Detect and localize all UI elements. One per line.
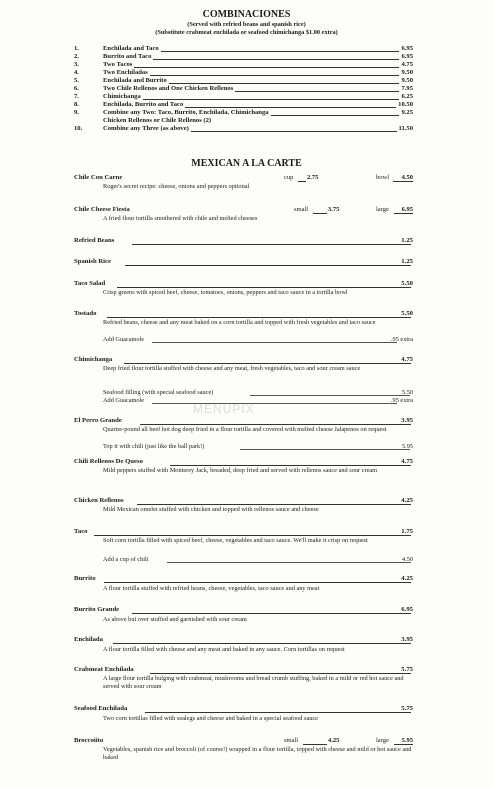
combo-number: 10. bbox=[74, 125, 83, 132]
dot-leader bbox=[250, 395, 410, 396]
combo-label: Enchilada, Burrito and Taco bbox=[103, 101, 184, 108]
dot-leader bbox=[143, 99, 399, 100]
dot-leader bbox=[191, 131, 397, 132]
dot-leader bbox=[303, 744, 327, 745]
item-price: 4.75 bbox=[401, 458, 413, 465]
watermark: MENUPIX bbox=[193, 402, 255, 416]
dot-leader bbox=[134, 67, 399, 68]
price-bowl: 4.50 bbox=[401, 174, 413, 181]
dot-leader bbox=[167, 562, 411, 563]
dot-leader bbox=[125, 265, 411, 266]
item-description: Mild peppers stuffed with Monterey Jack, breaded, deep fried and served with rellenos sauce and sour cream bbox=[103, 467, 378, 474]
dot-leader bbox=[271, 115, 399, 116]
dot-leader bbox=[153, 59, 399, 60]
item-price: 1.25 bbox=[401, 258, 413, 265]
item-name: Refried Beans bbox=[74, 237, 115, 244]
combo-number: 2. bbox=[74, 53, 79, 60]
combo-label: Combine any Three (as above) bbox=[103, 125, 189, 132]
combo-number: 5. bbox=[74, 77, 79, 84]
addon-seafood-filling: Seafood filling (with special seafood sauce) bbox=[103, 389, 214, 396]
price-small: 4.25 bbox=[328, 737, 340, 744]
combo-number: 8. bbox=[74, 101, 79, 108]
item-description: A large flour tortilla bulging with crabmeat, mushrooms and bread crumb stuffing, baked in a mild or red hot sauce and served with sour cream bbox=[103, 675, 404, 690]
addon-price: 4.50 bbox=[401, 556, 413, 563]
combo-label: Enchilada and Burrito bbox=[103, 77, 167, 84]
addon-guacamole: Add Guacamole bbox=[103, 397, 145, 404]
item-price: 5.75 bbox=[401, 666, 413, 673]
dot-leader bbox=[145, 712, 411, 713]
addon-price: .95 extra bbox=[390, 397, 413, 404]
dot-leader bbox=[298, 181, 306, 182]
size-large: large bbox=[376, 737, 389, 744]
item-description: Crisp greens with spiced beef, cheese, tomatoes, onions, peppers and taco sauce in a tortilla bowl bbox=[103, 289, 348, 296]
item-price: 4.25 bbox=[401, 497, 413, 504]
dot-leader bbox=[152, 342, 397, 343]
combo-price: 9.50 bbox=[401, 69, 413, 76]
combo-price: 6.25 bbox=[401, 93, 413, 100]
item-price: 6.95 bbox=[401, 606, 413, 613]
item-price: 5.50 bbox=[401, 280, 413, 287]
combo-number: 1. bbox=[74, 45, 79, 52]
item-description: Vegetables, spanish rice and broccoli (of course!) wrapped in a flour tortilla, topped with cheese and mild or hot sauce and baked bbox=[103, 746, 412, 761]
dot-leader bbox=[169, 83, 399, 84]
combo-number: 6. bbox=[74, 85, 79, 92]
item-price: 5.75 bbox=[401, 705, 413, 712]
item-name: Chile Con Carne bbox=[74, 174, 123, 181]
dot-leader bbox=[132, 613, 411, 614]
dot-leader bbox=[107, 317, 411, 318]
size-cup: cup bbox=[284, 174, 294, 181]
item-price: 1.25 bbox=[401, 237, 413, 244]
item-description: Refried beans, cheese and any meat baked on a corn tortilla and topped with fresh vegetables and taco sauce bbox=[103, 319, 376, 326]
combo-price: 9.25 bbox=[401, 109, 413, 116]
item-price: 3.95 bbox=[401, 636, 413, 643]
size-small: small bbox=[294, 206, 309, 213]
combo-price: 7.95 bbox=[401, 85, 413, 92]
item-description: Mild Mexican omelet stuffed with chicken and topped with rellenos sauce and cheese bbox=[103, 506, 319, 513]
combo-number: 7. bbox=[74, 93, 79, 100]
combo-price: 11.50 bbox=[398, 125, 413, 132]
item-name: Chili Rellenos De Queso bbox=[74, 458, 143, 465]
dot-leader bbox=[132, 244, 411, 245]
combinaciones-note-sides: (Served with refried beans and spanish rice) bbox=[187, 21, 306, 28]
combo-price: 6.95 bbox=[401, 45, 413, 52]
item-name: Seafood Enchilada bbox=[74, 705, 128, 712]
combo-extra: Chicken Rellenos or Chile Rellenos (2) bbox=[103, 117, 212, 124]
item-description: A flour tortilla filled with cheese and any meat and baked in any sauce. Corn tortillas on request bbox=[103, 646, 345, 653]
item-name: Chile Cheese Fiesta bbox=[74, 206, 130, 213]
combo-label: Two Chile Rellenos and One Chicken Rellenos bbox=[103, 85, 234, 92]
combo-label: Two Tacos bbox=[103, 61, 133, 68]
combo-price: 4.75 bbox=[401, 61, 413, 68]
combo-label: Burrito and Taco bbox=[103, 53, 152, 60]
addon-chili: Top it with chili (just like the ball park!) bbox=[103, 443, 205, 450]
addon-cup-of-chili: Add a cup of chili bbox=[103, 556, 149, 563]
size-large: large bbox=[376, 206, 389, 213]
combo-number: 9. bbox=[74, 109, 79, 116]
addon-price: 5.95 bbox=[401, 443, 413, 450]
dot-leader bbox=[240, 449, 410, 450]
combo-price: 9.50 bbox=[401, 77, 413, 84]
item-name: Broccoiito bbox=[74, 737, 104, 744]
dot-leader bbox=[124, 363, 411, 364]
dot-leader bbox=[113, 643, 411, 644]
size-bowl: bowl bbox=[376, 174, 389, 181]
item-name: Taco bbox=[74, 528, 88, 535]
combinaciones-note-substitute: (Substitute crabmeat enchilada or seafood chimichanga $1.00 extra) bbox=[155, 29, 338, 36]
dot-leader bbox=[150, 673, 411, 674]
dot-leader bbox=[140, 424, 411, 425]
item-description: As above but over stuffed and garnished with sour cream bbox=[103, 616, 247, 623]
item-name: Taco Salad bbox=[74, 280, 106, 287]
item-description: Two corn tortillas filled with sealegs and cheese and baked in a special seafood sauce bbox=[103, 715, 318, 722]
dot-leader bbox=[150, 75, 399, 76]
item-name: El Perro Grande bbox=[74, 417, 122, 424]
item-description: Soft corn tortilla filled with spiced beef, cheese, vegetables and taco sauce. We'll make it crisp on request bbox=[103, 537, 368, 544]
item-price: 5.50 bbox=[401, 310, 413, 317]
dot-leader bbox=[117, 287, 411, 288]
item-price: 4.75 bbox=[401, 356, 413, 363]
combo-price: 10.50 bbox=[398, 101, 413, 108]
dot-leader bbox=[94, 535, 411, 536]
dot-leader bbox=[235, 91, 399, 92]
addon-price: 5.50 bbox=[401, 389, 413, 396]
item-name: Spanish Rice bbox=[74, 258, 111, 265]
price-small: 3.75 bbox=[328, 206, 340, 213]
dot-leader bbox=[170, 465, 411, 466]
price-large: 6.95 bbox=[401, 206, 413, 213]
item-description: Roger's secret recipe: cheese, onions and peppers optional bbox=[103, 183, 250, 190]
item-description: Deep fried flour tortilla stuffed with cheese and any meat, fresh vegetables, taco and sour cream sauce bbox=[103, 365, 361, 372]
combo-label: Enchilada and Taco bbox=[103, 45, 159, 52]
item-price: 4.25 bbox=[401, 575, 413, 582]
combinaciones-title: COMBINACIONES bbox=[202, 9, 291, 20]
item-name: Chimichanga bbox=[74, 356, 113, 363]
item-name: Burrito Grande bbox=[74, 606, 120, 613]
item-name: Tostado bbox=[74, 310, 97, 317]
item-name: Chicken Rellenos bbox=[74, 497, 124, 504]
dot-leader bbox=[185, 107, 396, 108]
dot-leader bbox=[152, 403, 397, 404]
item-name: Burrito bbox=[74, 575, 96, 582]
combo-number: 3. bbox=[74, 61, 79, 68]
item-name: Crabmeat Enchilada bbox=[74, 666, 134, 673]
item-description: A flour tortilla stuffed with refried beans, cheese, vegetables, taco sauce and any meat bbox=[103, 585, 320, 592]
combo-label: Two Enchiladas bbox=[103, 69, 148, 76]
dot-leader bbox=[137, 504, 411, 505]
size-small: small bbox=[284, 737, 299, 744]
item-description: Quarter-pound all beef hot dog deep fried in a flour tortilla and covered with melted cheese Jalapenos on request bbox=[103, 426, 387, 433]
item-price: 1.75 bbox=[401, 528, 413, 535]
addon-price: .95 extra bbox=[390, 336, 413, 343]
item-price: 3.95 bbox=[401, 417, 413, 424]
dot-leader bbox=[161, 51, 399, 52]
combo-label: Chimichanga bbox=[103, 93, 141, 100]
combo-label: Combine any Two: Taco, Burrito, Enchilada, Chimichanga bbox=[103, 109, 269, 116]
combo-number: 4. bbox=[74, 69, 79, 76]
carte-title: MEXICAN A LA CARTE bbox=[191, 158, 302, 169]
addon-guacamole: Add Guacamole bbox=[103, 336, 145, 343]
item-description: A fried flour tortilla smothered with chile and melted cheeses bbox=[103, 215, 258, 222]
dot-leader bbox=[104, 582, 411, 583]
item-name: Enchilada bbox=[74, 636, 103, 643]
price-large: 5.95 bbox=[401, 737, 413, 744]
combo-price: 6.95 bbox=[401, 53, 413, 60]
dot-leader bbox=[313, 213, 327, 214]
price-cup: 2.75 bbox=[307, 174, 319, 181]
